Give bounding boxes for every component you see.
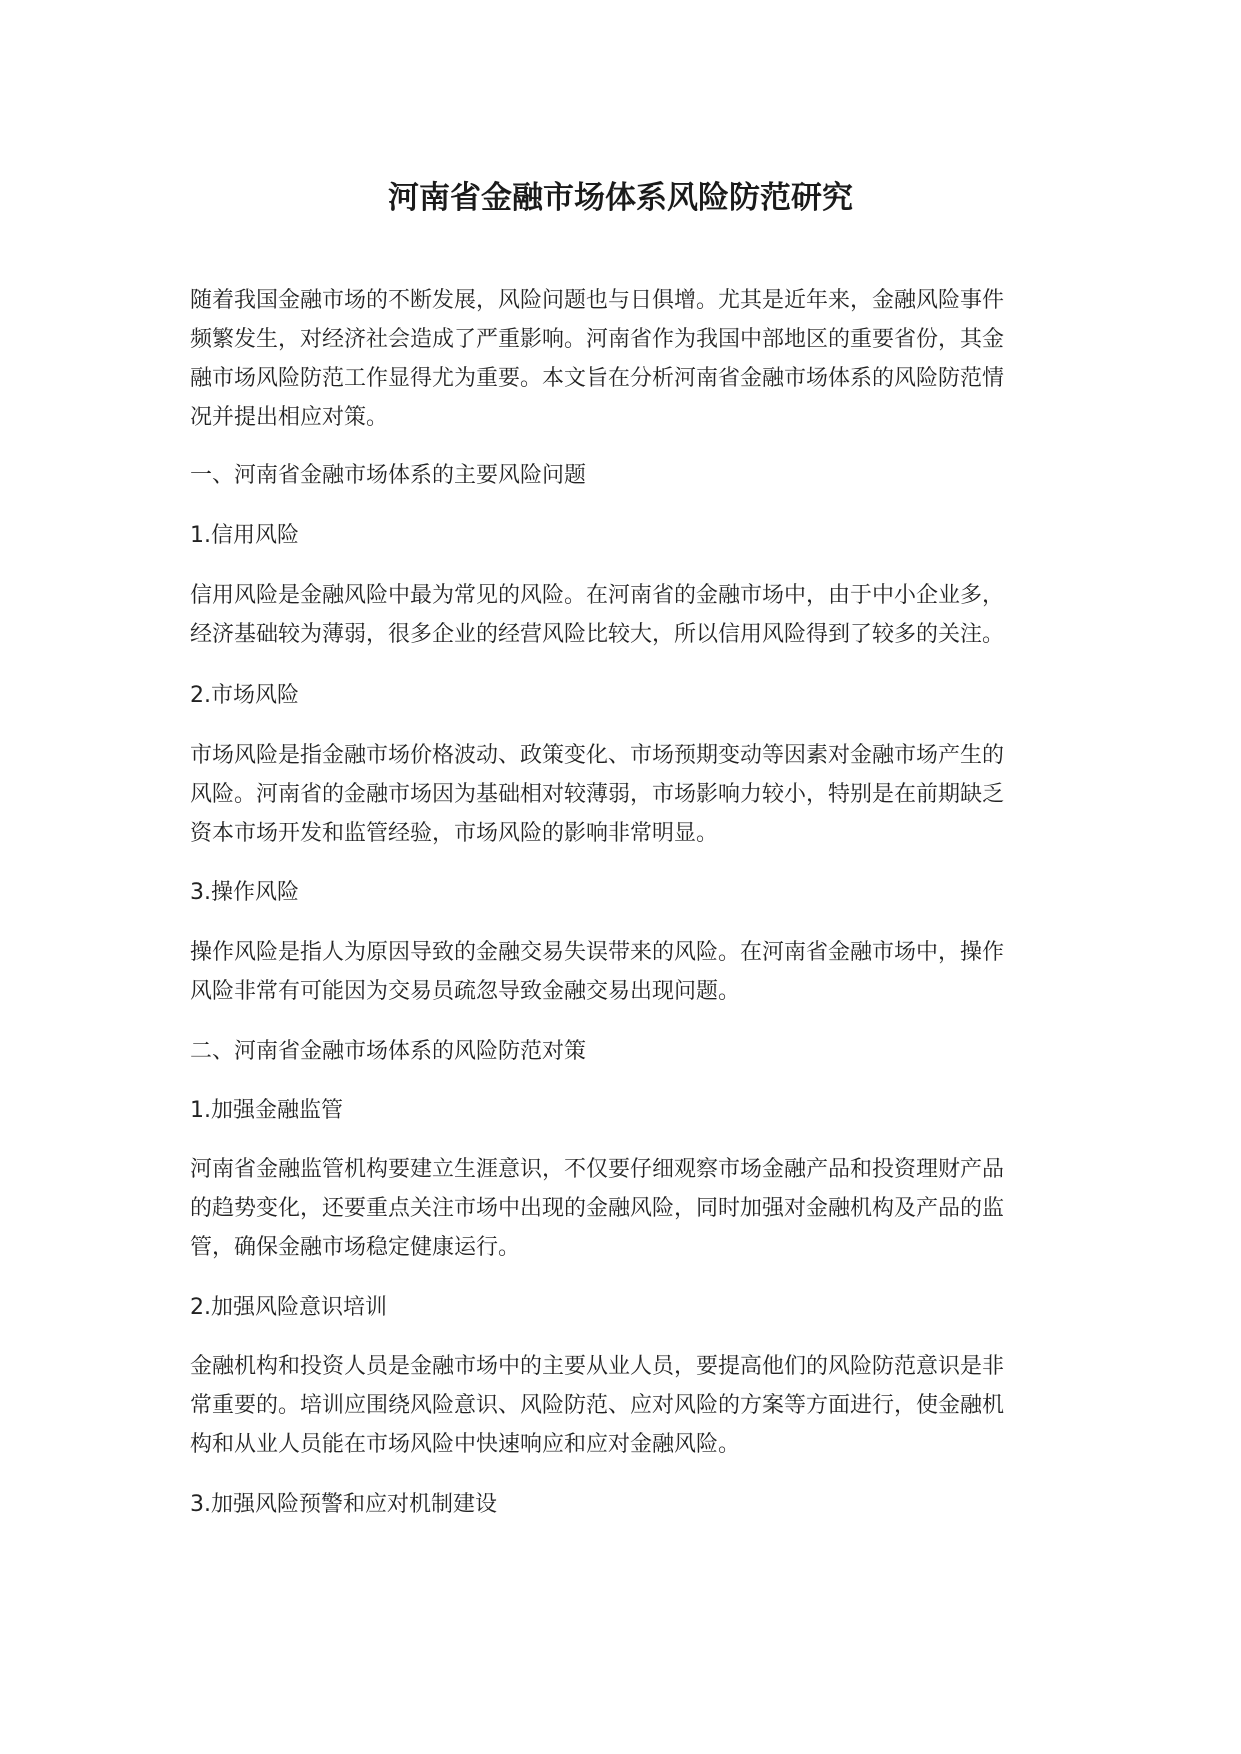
- paragraph-line: 风险。河南省的金融市场因为基础相对较薄弱，市场影响力较小，特别是在前期缺乏: [190, 782, 1005, 807]
- paragraph-line: 市场风险是指金融市场价格波动、政策变化、市场预期变动等因素对金融市场产生的: [190, 743, 1005, 768]
- section1-heading: 一、河南省金融市场体系的主要风险问题: [190, 463, 587, 488]
- intro-line: 随着我国金融市场的不断发展，风险问题也与日俱增。尤其是近年来，金融风险事件: [190, 288, 1005, 313]
- intro-paragraph: [190, 281, 1050, 437]
- intro-line: 频繁发生，对经济社会造成了严重影响。河南省作为我国中部地区的重要省份，其金: [190, 327, 1005, 352]
- s1-credit-risk-paragraph: [190, 576, 1050, 654]
- paragraph-line: 管，确保金融市场稳定健康运行。: [190, 1235, 521, 1260]
- paragraph-line: 资本市场开发和监管经验，市场风险的影响非常明显。: [190, 821, 719, 846]
- paragraph-line: 的趋势变化，还要重点关注市场中出现的金融风险，同时加强对金融机构及产品的监: [190, 1196, 1005, 1221]
- paragraph-line: 操作风险是指人为原因导致的金融交易失误带来的风险。在河南省金融市场中，操作: [190, 940, 1005, 965]
- s2-training-heading: 2.加强风险意识培训: [190, 1295, 387, 1320]
- section2-heading: 二、河南省金融市场体系的风险防范对策: [190, 1039, 587, 1064]
- paragraph-line: 金融机构和投资人员是金融市场中的主要从业人员，要提高他们的风险防范意识是非: [190, 1354, 1005, 1379]
- s1-operational-risk-heading: 3.操作风险: [190, 880, 299, 905]
- intro-line: 融市场风险防范工作显得尤为重要。本文旨在分析河南省金融市场体系的风险防范情: [190, 366, 1005, 391]
- paragraph-line: 常重要的。培训应围绕风险意识、风险防范、应对风险的方案等方面进行，使金融机: [190, 1393, 1005, 1418]
- s2-supervision-heading: 1.加强金融监管: [190, 1098, 343, 1123]
- s2-training-paragraph: [190, 1347, 1050, 1464]
- s1-operational-risk-paragraph: [190, 933, 1050, 1011]
- intro-line: 况并提出相应对策。: [190, 405, 389, 430]
- s1-market-risk-heading: 2.市场风险: [190, 683, 299, 708]
- s2-supervision-paragraph: [190, 1150, 1050, 1267]
- paragraph-line: 构和从业人员能在市场风险中快速响应和应对金融风险。: [190, 1432, 741, 1457]
- s1-credit-risk-heading: 1.信用风险: [190, 523, 299, 548]
- paragraph-line: 信用风险是金融风险中最为常见的风险。在河南省的金融市场中，由于中小企业多，: [190, 583, 1005, 608]
- s2-early-warning-heading: 3.加强风险预警和应对机制建设: [190, 1492, 497, 1517]
- paragraph-line: 风险非常有可能因为交易员疏忽导致金融交易出现问题。: [190, 979, 741, 1004]
- paragraph-line: 河南省金融监管机构要建立生涯意识，不仅要仔细观察市场金融产品和投资理财产品: [190, 1157, 1005, 1182]
- s1-market-risk-paragraph: [190, 736, 1050, 853]
- paragraph-line: 经济基础较为薄弱，很多企业的经营风险比较大，所以信用风险得到了较多的关注。: [190, 622, 1005, 647]
- document-title: 河南省金融市场体系风险防范研究: [388, 180, 853, 216]
